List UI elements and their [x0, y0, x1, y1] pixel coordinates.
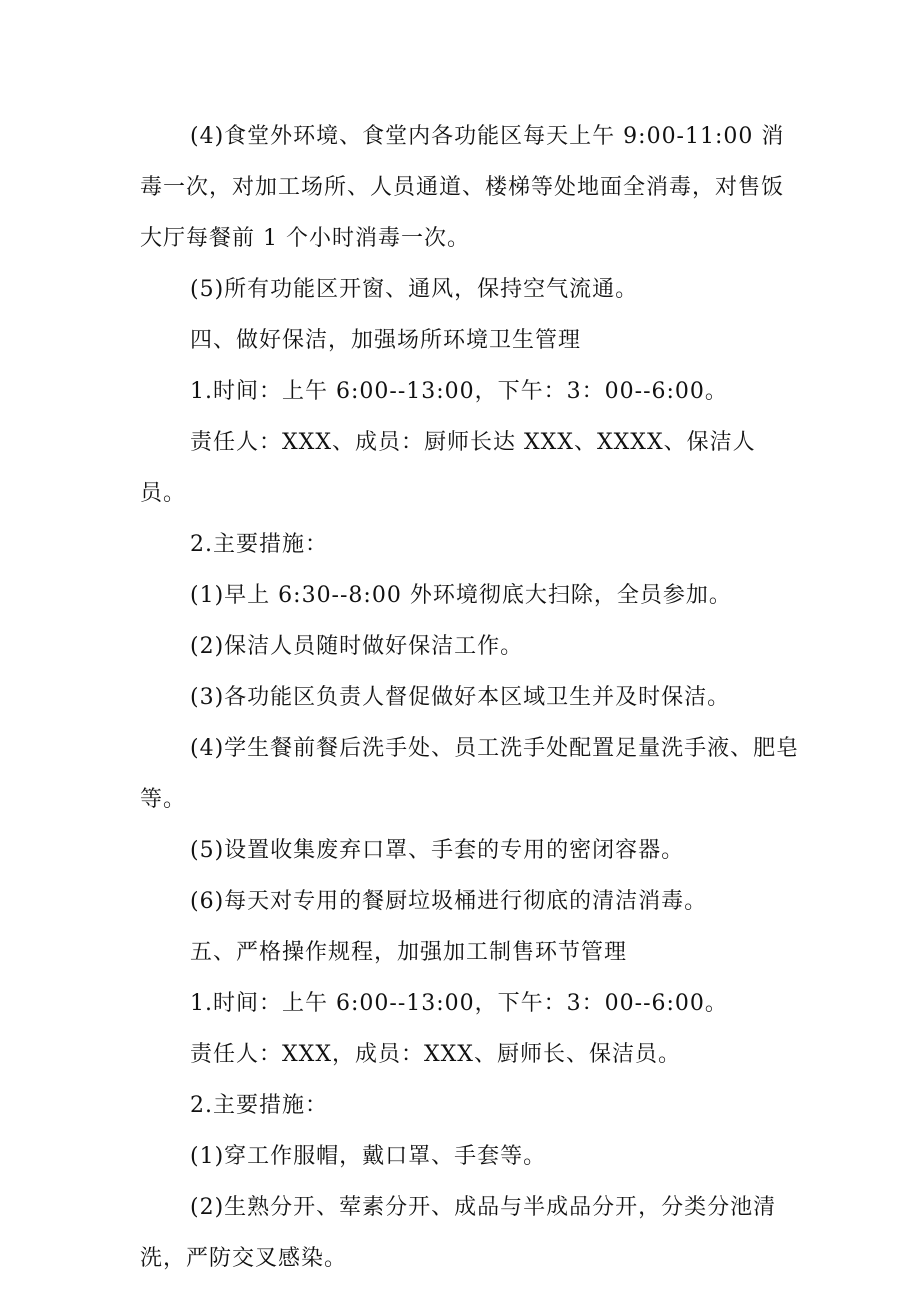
paragraph-operation-responsible: 责任人：XXX，成员：XXX、厨师长、保洁员。	[190, 1042, 681, 1067]
paragraph-cleaning-measure-3: (3)各功能区负责人督促做好本区域卫生并及时保洁。	[190, 685, 731, 710]
paragraph-cleaning-measure-4: (4)学生餐前餐后洗手处、员工洗手处配置足量洗手液、肥皂等。	[140, 736, 800, 812]
paragraph-disinfection-schedule: (4)食堂外环境、食堂内各功能区每天上午 9:00-11:00 消毒一次，对加工场所、人员通道、楼梯等处地面全消毒，对售饭大厅每餐前 1 个小时消毒一次。	[140, 124, 785, 251]
paragraph-operation-measure-1: (1)穿工作服帽，戴口罩、手套等。	[190, 1144, 547, 1169]
paragraph-cleaning-time: 1.时间：上午 6:00--13:00，下午：3：00--6:00。	[190, 379, 728, 404]
paragraph-cleaning-measure-5: (5)设置收集废弃口罩、手套的专用的密闭容器。	[190, 838, 685, 863]
paragraph-cleaning-responsible: 责任人：XXX、成员：厨师长达 XXX、XXXX、保洁人员。	[140, 430, 756, 506]
paragraph-operation-measures-title: 2.主要措施：	[190, 1093, 328, 1118]
paragraph-operation-measure-2: (2)生熟分开、荤素分开、成品与半成品分开，分类分池清洗，严防交叉感染。	[140, 1195, 777, 1271]
section-heading-operation: 五、严格操作规程，加强加工制售环节管理	[190, 940, 628, 965]
paragraph-cleaning-measure-2: (2)保洁人员随时做好保洁工作。	[190, 634, 524, 659]
section-heading-cleaning: 四、做好保洁，加强场所环境卫生管理	[190, 328, 582, 353]
paragraph-ventilation: (5)所有功能区开窗、通风，保持空气流通。	[190, 277, 639, 302]
document-body	[140, 111, 800, 1284]
paragraph-cleaning-measure-1: (1)早上 6:30--8:00 外环境彻底大扫除，全员参加。	[190, 583, 732, 608]
paragraph-cleaning-measures-title: 2.主要措施：	[190, 532, 328, 557]
paragraph-operation-time: 1.时间：上午 6:00--13:00，下午：3：00--6:00。	[190, 991, 728, 1016]
paragraph-cleaning-measure-6: (6)每天对专用的餐厨垃圾桶进行彻底的清洁消毒。	[190, 889, 708, 914]
